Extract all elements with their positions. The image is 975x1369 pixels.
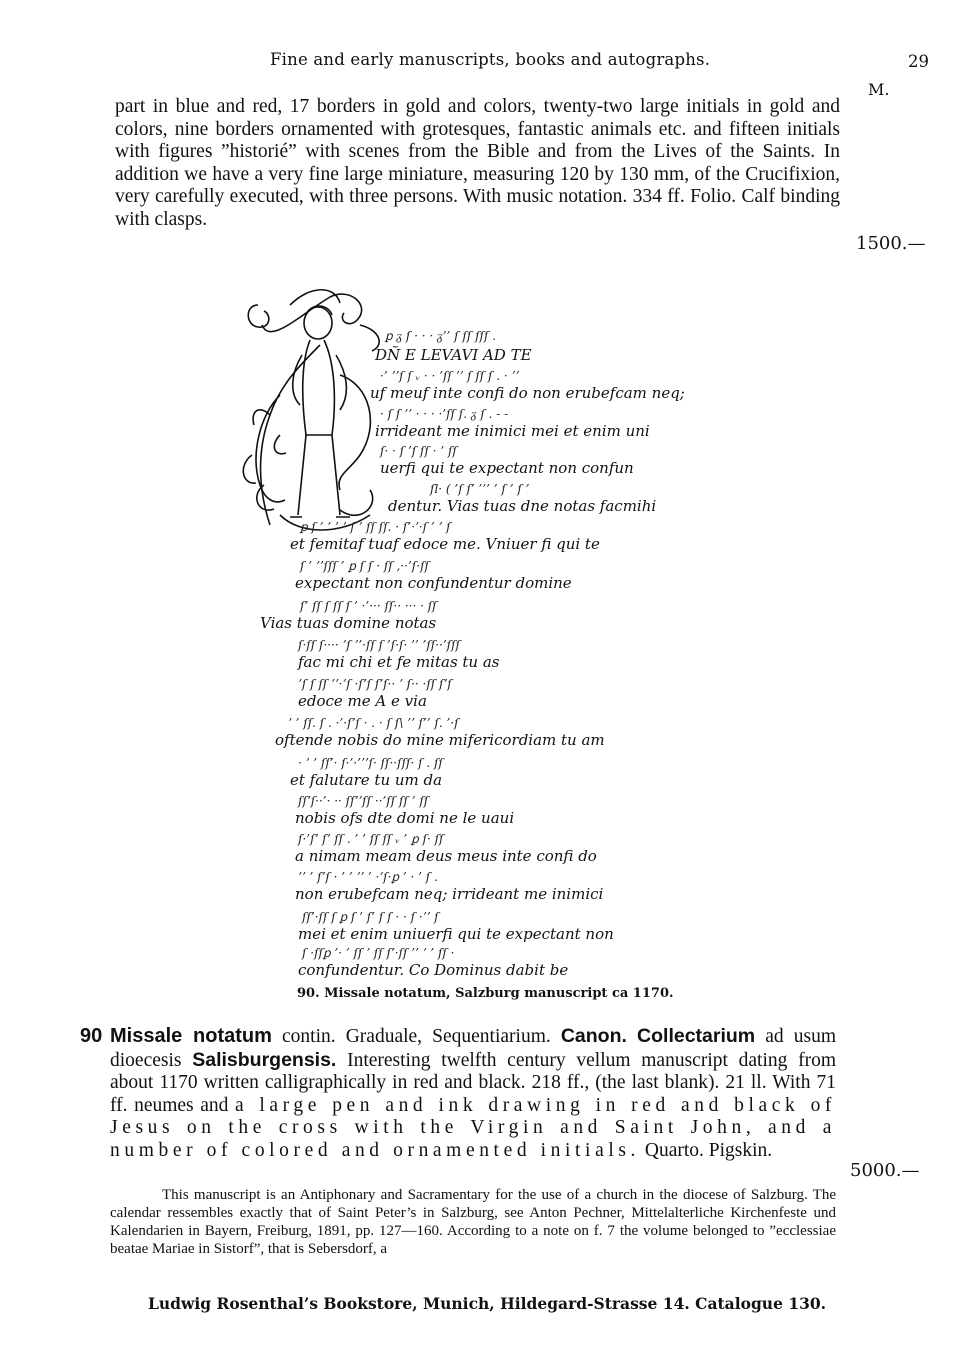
manuscript-line: et femitaf tuaf edoce me. Vniuer fi qui te — [290, 535, 600, 553]
entry-89-description: part in blue and red, 17 borders in gold and colors, twenty-two large initials in gold and colors, nine borders ornamented with grotesques, fantastic animals etc. and fifteen initials with figures ”historié” with scenes from the Bible and from the Lives of the Saints. In addition we have a very fine large miniature, measuring 120 by 130 mm, of the Crucifixion, very carefully executed, with three persons. With music notation. 334 ff. Folio. Calf binding with clasps. — [115, 96, 840, 230]
text-segment: contin. Graduale, Sequentiarium. — [271, 1026, 561, 1047]
manuscript-facsimile — [240, 285, 760, 985]
manuscript-line: irrideant me inimici mei et enim uni — [375, 422, 650, 440]
neume-row: ʼſ ſ ſſ ʼʼ·ʼſ ·ſʼſ ſʼſ·· ʼ ſ·· ·ſſ ſʼſ — [298, 677, 452, 691]
text-segment: Interesting twelfth century vellum manuscript dating from about 1170 written calligraphically in red and black. 218 ff., (the last blank). 21 ll. With 71 ff. neumes and — [110, 1049, 837, 1116]
manuscript-line: non erubefcam neq; irrideant me inimici — [295, 885, 604, 903]
manuscript-line: a nimam meam deus meus inte confi do — [295, 847, 597, 865]
entry-90-description — [110, 1025, 836, 1162]
entry-89-price: 1500.— — [856, 233, 926, 254]
text-segment: ad usum dioecesis — [110, 1026, 836, 1071]
figure-caption: 90. Missale notatum, Salzburg manuscript ca 1170. — [297, 986, 674, 1001]
text-segment: Quarto. Pigskin. — [640, 1139, 773, 1161]
manuscript-line: nobis ofs dte domi ne le uaui — [295, 809, 515, 827]
page-number: 29 — [908, 52, 929, 71]
neume-row: ſſʼſ··’· ·· ſſʼʼſſ ··’ſſ ſſ ’ ſſ — [298, 794, 429, 808]
text-segment — [627, 1026, 637, 1047]
manuscript-line: Vias tuas domine notas — [260, 614, 437, 632]
page-footer: Ludwig Rosenthal’s Bookstore, Munich, Hildegard-Strasse 14. Catalogue 130. — [148, 1294, 827, 1313]
manuscript-line: DÑ E LEVAVI AD TE — [375, 346, 532, 364]
running-header: Fine and early manuscripts, books and autographs. — [270, 50, 711, 69]
manuscript-line: uf meuf inte confi do non erubefcam neq; — [370, 384, 685, 402]
manuscript-line: expectant non confundentur domine — [295, 574, 572, 592]
spaced-description: a large pen and ink drawing in red and black of Jesus on the cross with the Virgin and Saint John, and a number of colored and ornamented initials. — [110, 1094, 837, 1161]
manuscript-line: edoce me A e via — [298, 692, 427, 710]
manuscript-line: dentur. Vias tuas dne notas facmihi — [388, 497, 657, 515]
neume-row: · ʼ ’ ſſ’· ſ·’·’ʼʼſ· ſſ··ſſſ· ſ . ſſ — [298, 756, 443, 770]
manuscript-line: uerfi qui te expectant non confun — [380, 459, 634, 477]
entry-90-price: 5000.— — [850, 1160, 920, 1181]
manuscript-line: et falutare tu um da — [290, 771, 443, 789]
neume-row: ꝑ ſ ’ ’ ’ ʼ ſ ʼ ſſ ſſ. · ſ’·ʼ·ſ ’ ʼ ſ — [300, 520, 451, 534]
currency-label: M. — [868, 80, 890, 99]
manuscript-illustration — [240, 285, 760, 985]
manuscript-text — [260, 329, 685, 979]
neume-row: ſ·’ſʼ ſʼ ſſ . ’ ’ ſſ ſſ ᵥ ’ ꝑ ſ· ſſ — [298, 832, 444, 846]
salisburgensis-label: Salisburgensis. — [192, 1048, 337, 1071]
manuscript-line: mei et enim uniuerfi qui te expectant non — [298, 925, 614, 943]
neume-row: ʼ ’ ſſ. ſ . ·’·ſʼſ · . · ſ ſ\ ʼʼ ſ’’ ſ. ’·ſ — [288, 716, 459, 730]
neume-row: ſſ’·ſſ ſ ꝑ ſ ’ ſ’ ſ ſ · · ſ ·ʼʼ ſ — [302, 910, 439, 924]
neume-row: ʼʼ ’ ſʼſ · ’ ’ ʼʼ ’ ·ʼſ·ꝑ ’ · ’ ſ . — [298, 870, 438, 884]
neume-row: ·’ ʼʼſ ſ ᵥ · · ’ſſ ʼʼ ſ ſſ ſ . · ʼʼ — [380, 369, 520, 383]
entry-90-note: This manuscript is an Antiphonary and Sacramentary for the use of a church in the diocese of Salzburg. The calendar ressembles exactly that of Saint Peter’s in Salzburg, see Anton Pechner, Mittelalterliche Kirchenfeste und Kalendarien in Bayern, Freiburg, 1891, pp. 127—160. According to a note on f. 7 the volume belonged to ”ecclessiae beatae Mariae in Sistorf”, that is Sebersdorf, a — [110, 1187, 836, 1257]
neume-row: ſ’ ſſ ſ ſſ ſ ’ ·’··· ſſ·· ··· · ſſ — [300, 599, 437, 613]
manuscript-line: confundentur. Co Dominus dabit be — [298, 961, 569, 979]
neume-row: · ſ ſ ʼʼ · · · ·’ſſ ſ. ᵹ ſ . - - — [380, 407, 509, 421]
neume-row: ſ ’ ʼʼſſſ ’ ꝑ ſ ſ · ſſ ,··’ſ·ſſ — [300, 559, 429, 573]
entry-90-title: Missale notatum — [110, 1025, 272, 1047]
neume-row: ſl· ( ’ſ ſ’ ’’’ ’ ſ ’ ſ ’ — [430, 482, 530, 496]
neume-row: ſ· · ſ ’ſ ſſ · ’ ſſ — [380, 444, 457, 458]
manuscript-line: oftende nobis do mine mifericordiam tu am — [275, 731, 605, 749]
historiated-initial — [243, 290, 379, 530]
entry-90-number: 90 — [80, 1025, 103, 1047]
neume-row: ſ ·ſſꝑ ’· ’ ſſ ʼ ſſ ſʼ·ſſ ’’ ʼ ’ ſſ · — [302, 946, 455, 960]
manuscript-line: fac mi chi et fe mitas tu as — [298, 653, 500, 671]
neume-row: ſ·ſſ ſ···· ʼſ ʼ’·ſſ ſ ’ſ·ſ· ’’ ’ſſ··’ſſſ — [298, 638, 460, 652]
collectarium-label: Collectarium — [637, 1025, 756, 1047]
canon-label: Canon. — [560, 1025, 627, 1047]
neume-row: ꝑ ᵹ ſ · · · ᵹ’’ ſ ſſ ſſſ . — [385, 329, 497, 343]
